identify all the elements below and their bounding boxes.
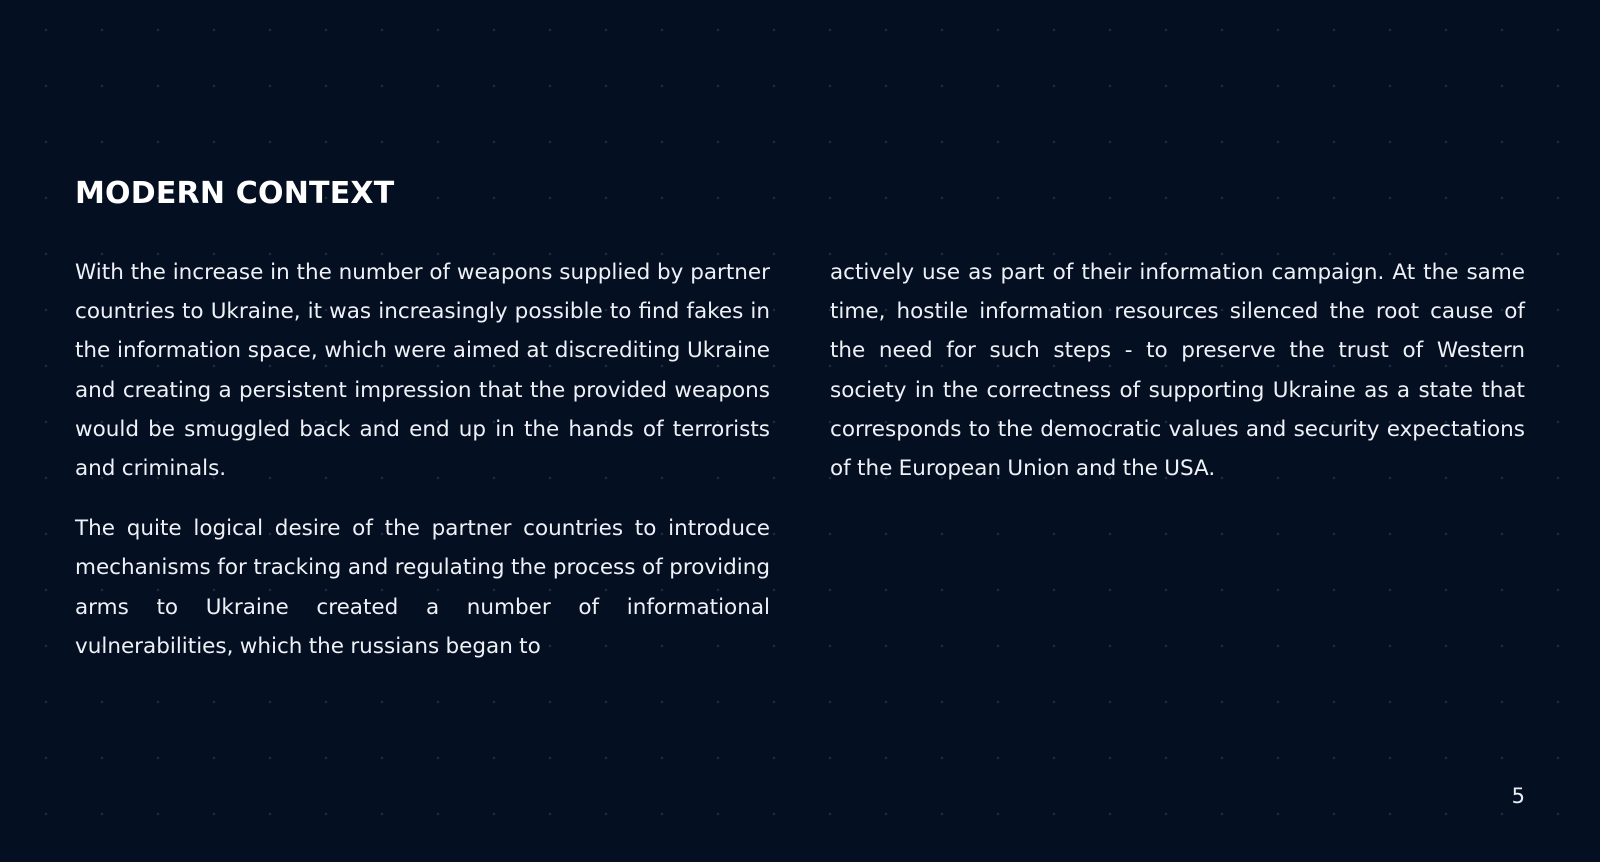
left-paragraph-2: The quite logical desire of the partner countries to introduce mechanisms for tracking and regulating the process of providing arms to Ukraine created a number of informational vulnerabilities, which the russians began to xyxy=(75,516,770,659)
right-column xyxy=(830,253,1525,687)
text-columns xyxy=(75,253,1525,687)
page-number: 5 xyxy=(1511,784,1525,808)
slide-title: MODERN CONTEXT xyxy=(75,176,395,211)
left-paragraph-1: With the increase in the number of weapons supplied by partner countries to Ukraine, it was increasingly possible to find fakes in the information space, which were aimed at discrediting Ukraine and creating a persistent impression that the provided weapons would be smuggled back and end up in the hands of terrorists and criminals. xyxy=(75,260,770,482)
left-column xyxy=(75,253,770,687)
right-paragraph-1: actively use as part of their information campaign. At the same time, hostile information resources silenced the root cause of the need for such steps - to preserve the trust of Western society in the correctness of supporting Ukraine as a state that corresponds to the democratic values and security expectations of the European Union and the USA. xyxy=(830,260,1525,482)
